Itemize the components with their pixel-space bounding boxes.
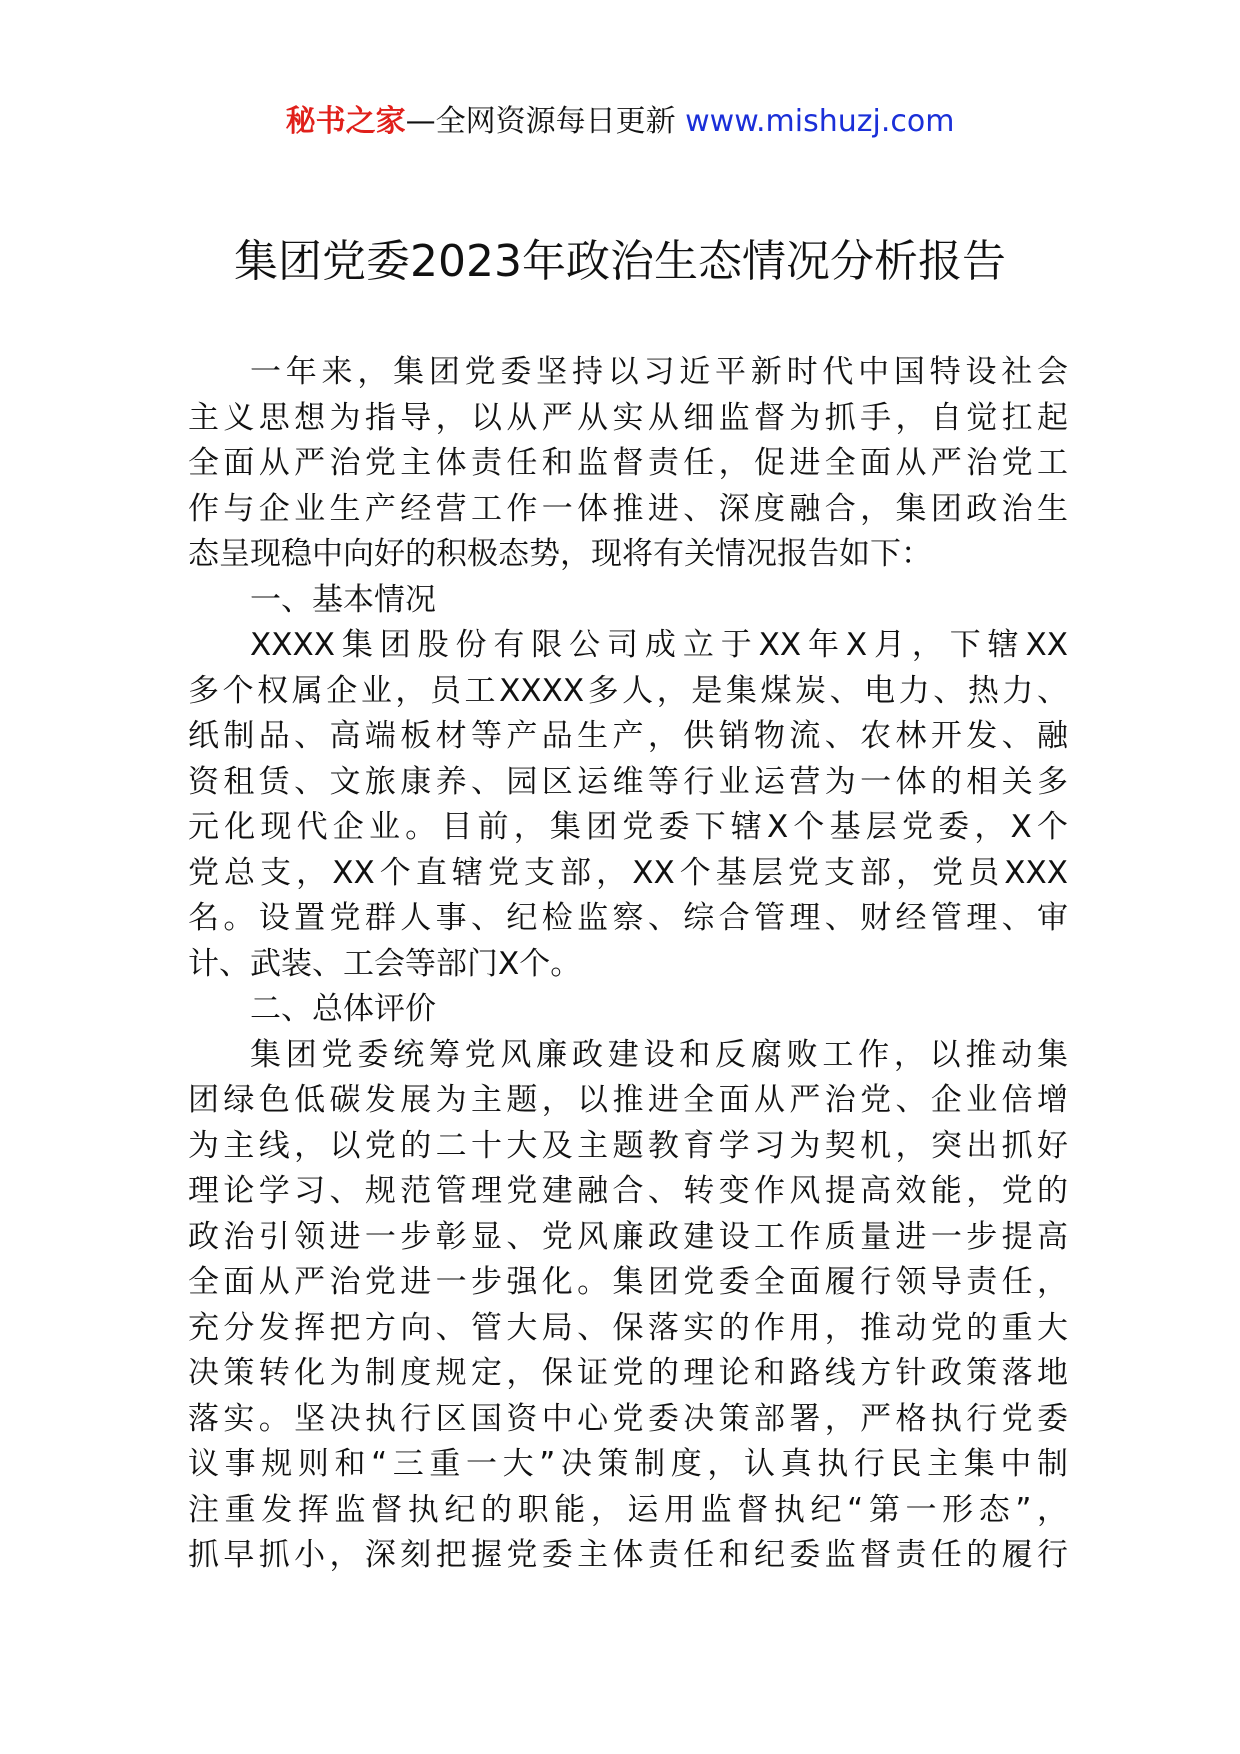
body-line: 政治引领进一步彰显、党风廉政建设工作质量进一步提高 — [188, 1218, 1068, 1255]
body-line: 决策转化为制度规定，保证党的理论和路线方针政策落地 — [188, 1355, 1068, 1391]
section-heading: 二、总体评价 — [250, 991, 436, 1027]
body-line: 注重发挥监督执纪的职能，运用监督执纪“第一形态”， — [188, 1491, 1068, 1528]
body-line: 全面从严治党进一步强化。集团党委全面履行领导责任， — [188, 1264, 1068, 1300]
site-header — [0, 100, 1240, 144]
document-title: 集团党委2023年政治生态情况分析报告 — [234, 236, 1006, 287]
body-line: 全面从严治党主体责任和监督责任，促进全面从严治党工 — [188, 445, 1068, 481]
body-line: 抓早抓小，深刻把握党委主体责任和纪委监督责任的履行 — [188, 1537, 1068, 1573]
document-body — [188, 350, 1068, 1579]
body-line: 多个权属企业，员工XXXX多人，是集煤炭、电力、热力、 — [188, 672, 1068, 709]
site-brand: 秘书之家 — [285, 104, 406, 139]
site-url-link[interactable]: www.mishuzj.com — [685, 104, 955, 139]
section-heading: 一、基本情况 — [250, 581, 436, 618]
body-line: 态呈现稳中向好的积极态势，现将有关情况报告如下： — [188, 536, 932, 572]
body-line: 落实。坚决执行区国资中心党委决策部署，严格执行党委 — [188, 1400, 1068, 1437]
body-line: 党总支，XX个直辖党支部，XX个基层党支部，党员XXX — [188, 854, 1068, 891]
body-line: 计、武装、工会等部门X个。 — [188, 945, 582, 982]
body-line: 名。设置党群人事、纪检监察、综合管理、财经管理、审 — [188, 900, 1068, 936]
body-line: 主义思想为指导，以从严从实从细监督为抓手，自觉扛起 — [188, 399, 1068, 436]
body-line: 为主线，以党的二十大及主题教育学习为契机，突出抓好 — [188, 1127, 1068, 1164]
body-line: 一年来，集团党委坚持以习近平新时代中国特设社会 — [250, 354, 1068, 390]
body-line: XXXX集团股份有限公司成立于XX年X月，下辖XX — [250, 627, 1068, 663]
body-line: 充分发挥把方向、管大局、保落实的作用，推动党的重大 — [188, 1309, 1068, 1346]
body-line: 集团党委统筹党风廉政建设和反腐败工作，以推动集 — [250, 1036, 1068, 1073]
body-line: 议事规则和“三重一大”决策制度，认真执行民主集中制 — [188, 1446, 1068, 1482]
body-line: 作与企业生产经营工作一体推进、深度融合，集团政治生 — [188, 490, 1068, 527]
body-line: 团绿色低碳发展为主题，以推进全面从严治党、企业倍增 — [188, 1082, 1068, 1118]
body-line: 资租赁、文旅康养、园区运维等行业运营为一体的相关多 — [188, 763, 1068, 800]
body-line: 元化现代企业。目前，集团党委下辖X个基层党委，X个 — [188, 809, 1068, 845]
body-line: 纸制品、高端板材等产品生产，供销物流、农林开发、融 — [188, 718, 1068, 754]
body-line: 理论学习、规范管理党建融合、转变作风提高效能，党的 — [188, 1173, 1068, 1209]
site-tagline: —全网资源每日更新 — [405, 104, 676, 139]
